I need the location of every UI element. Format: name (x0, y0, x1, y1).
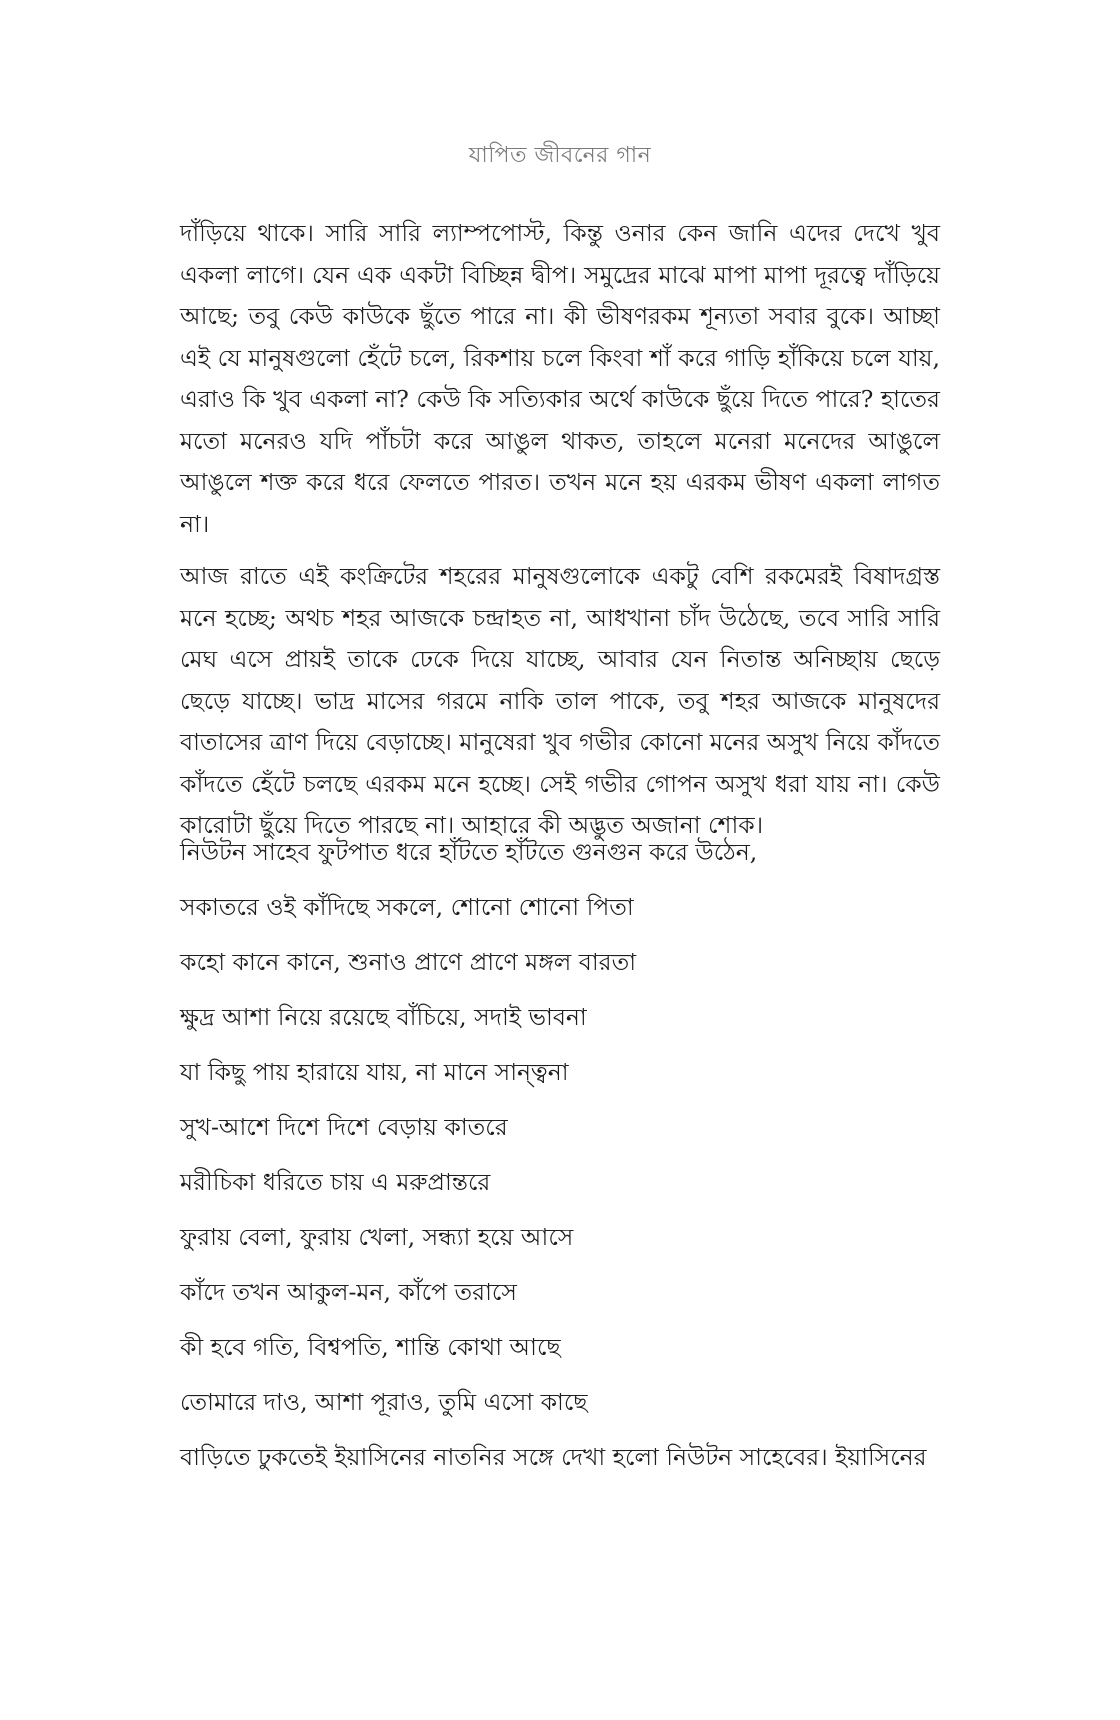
song-line: তোমারে দাও, আশা পূরাও, তুমি এসো কাছে (180, 1388, 588, 1416)
song-line: সুখ-আশে দিশে দিশে বেড়ায় কাতরে (180, 1113, 508, 1141)
song-line: ক্ষুদ্র আশা নিয়ে রয়েছে বাঁচিয়ে, সদাই ভাবনা (180, 1003, 587, 1031)
song-line: যা কিছু পায় হারায়ে যায়, না মানে সান্ত্বনা (180, 1058, 569, 1086)
closing-line: বাড়িতে ঢুকতেই ইয়াসিনের নাতনির সঙ্গে দেখা হলো নিউটন সাহেবের। ইয়াসিনের (180, 1443, 927, 1471)
song-line: কী হবে গতি, বিশ্বপতি, শান্তি কোথা আছে (180, 1333, 561, 1361)
song-line: সকাতরে ওই কাঁদিছে সকলে, শোনো শোনো পিতা (180, 893, 634, 921)
song-intro-line: নিউটন সাহেব ফুটপাত ধরে হাঁটতে হাঁটতে গুনগুন করে উঠেন, (180, 838, 758, 866)
song-line: মরীচিকা ধরিতে চায় এ মরুপ্রান্তরে (180, 1168, 491, 1196)
paragraph-1: দাঁড়িয়ে থাকে। সারি সারি ল্যাম্পপোস্ট, কিন্তু ওনার কেন জানি এদের দেখে খুব একলা লাগে। যেন এক একটা বিচ্ছিন্ন দ্বীপ। সমুদ্রের মাঝে মাপা মাপা দূরত্বে দাঁড়িয়ে আছে; তবু কেউ কাউকে ছুঁতে পারে না। কী ভীষণরকম শূন্যতা সবার বুকে। আচ্ছা এই যে মানুষগুলো হেঁটে চলে, রিকশায় চলে কিংবা শাঁ করে গাড়ি হাঁকিয়ে চলে যায়, এরাও কি খুব একলা না? কেউ কি সত্যিকার অর্থে কাউকে ছুঁয়ে দিতে পারে? হাতের মতো মনেরও যদি পাঁচটা করে আঙুল থাকত, তাহলে মনেরা মনেদের আঙুলে আঙুলে শক্ত করে ধরে ফেলতে পারত। তখন মনে হয় এরকম ভীষণ একলা লাগত না। (180, 219, 940, 538)
paragraph-2: আজ রাতে এই কংক্রিটের শহরের মানুষগুলোকে একটু বেশি রকমেরই বিষাদগ্রস্ত মনে হচ্ছে; অথচ শহর আজকে চন্দ্রাহত না, আধখানা চাঁদ উঠেছে, তবে সারি সারি মেঘ এসে প্রায়ই তাকে ঢেকে দিয়ে যাচ্ছে, আবার যেন নিতান্ত অনিচ্ছায় ছেড়ে ছেড়ে যাচ্ছে। ভাদ্র মাসের গরমে নাকি তাল পাকে, তবু শহর আজকে মানুষদের বাতাসের ত্রাণ দিয়ে বেড়াচ্ছে। মানুষেরা খুব গভীর কোনো মনের অসুখ নিয়ে কাঁদতে কাঁদতে হেঁটে চলছে এরকম মনে হচ্ছে। সেই গভীর গোপন অসুখ ধরা যায় না। কেউ কারোটা ছুঁয়ে দিতে পারছে না। আহারে কী অদ্ভুত অজানা শোক। (180, 562, 940, 839)
song-line: ফুরায় বেলা, ফুরায় খেলা, সন্ধ্যা হয়ে আসে (180, 1223, 574, 1251)
running-header: যাপিত জীবনের গান (468, 143, 652, 168)
song-line: কাঁদে তখন আকুল-মন, কাঁপে তরাসে (180, 1278, 517, 1306)
song-line: কহো কানে কানে, শুনাও প্রাণে প্রাণে মঙ্গল বারতা (180, 948, 637, 976)
